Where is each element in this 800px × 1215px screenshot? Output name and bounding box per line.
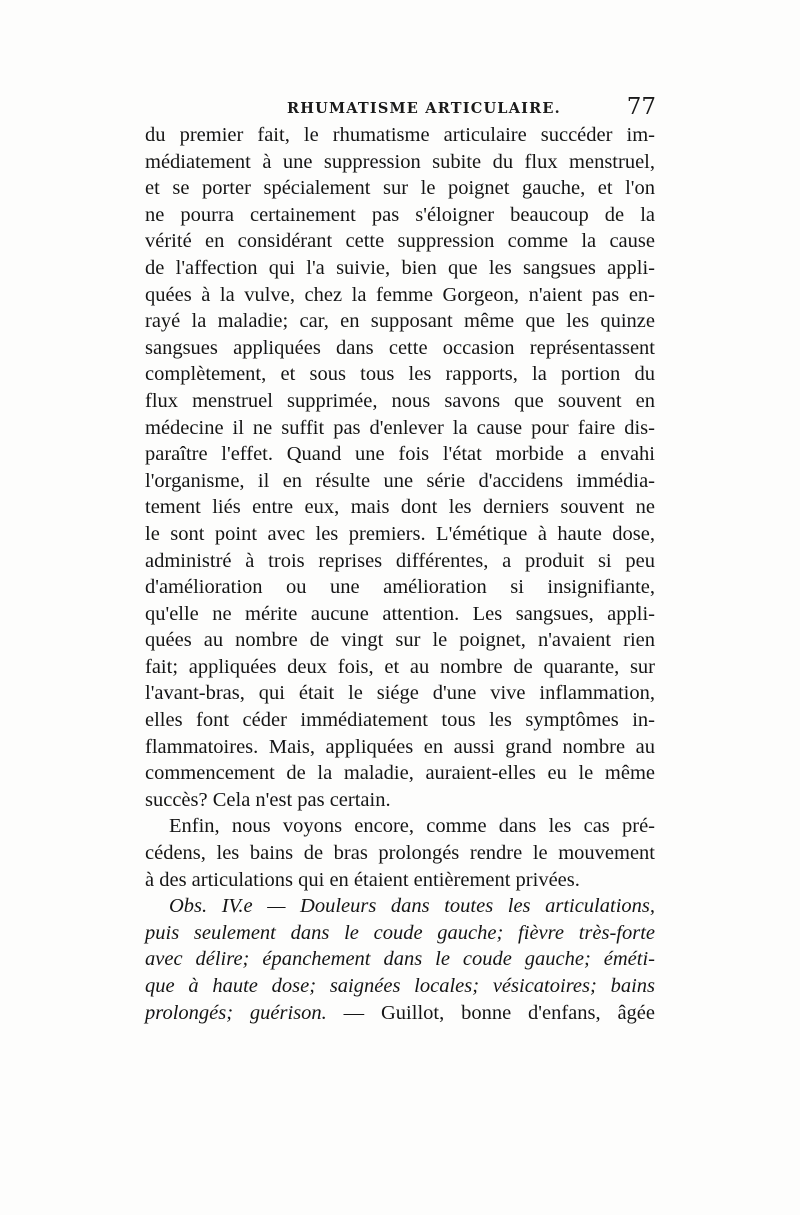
text-line: d'amélioration ou une amélioration si insignifiante, <box>145 576 655 599</box>
text-line: et se porter spécialement sur le poignet gauche, et l'on <box>145 177 655 200</box>
text-line-mixed <box>145 1000 655 1027</box>
text-line: elles font céder immédiatement tous les symptômes in- <box>145 709 655 732</box>
text-line: le sont point avec les premiers. L'émétique à haute dose, <box>145 522 655 545</box>
text-line: succès? Cela n'est pas certain. <box>145 788 391 811</box>
text-line: paraître l'effet. Quand une fois l'état morbide a envahi <box>145 443 655 466</box>
running-title: RHUMATISME ARTICULAIRE. <box>287 100 561 117</box>
text-line: quées à la vulve, chez la femme Gorgeon, n'aient pas en- <box>145 283 655 306</box>
text-line: fait; appliquées deux fois, et au nombre de quarante, sur <box>145 655 655 678</box>
body-text <box>145 122 655 1026</box>
text-line: sangsues appliquées dans cette occasion représentassent <box>145 336 655 359</box>
text-line: Obs. IV.e — Douleurs dans toutes les articulations, <box>169 895 655 918</box>
text-line: médiatement à une suppression subite du flux menstruel, <box>145 150 655 173</box>
page-number: 77 <box>626 94 656 120</box>
text-line: commencement de la maladie, auraient-elles eu le même <box>145 762 655 785</box>
text-line: à des articulations qui en étaient entièrement privées. <box>145 868 580 891</box>
text-line: l'avant-bras, qui était le siége d'une vive inflammation, <box>145 682 655 705</box>
page-header <box>145 96 660 124</box>
text-line: administré à trois reprises différentes, a produit si peu <box>145 549 655 572</box>
text-line: du premier fait, le rhumatisme articulaire succéder im- <box>145 124 655 146</box>
text-line: de l'affection qui l'a suivie, bien que les sangsues appli- <box>145 256 655 279</box>
text-line: rayé la maladie; car, en supposant même que les quinze <box>145 310 655 333</box>
text-line: puis seulement dans le coude gauche; fièvre très-forte <box>145 921 655 944</box>
text-line: que à haute dose; saignées locales; vésicatoires; bains <box>145 975 655 997</box>
text-line: tement liés entre eux, mais dont les derniers souvent ne <box>145 496 655 519</box>
text-line: médecine il ne suffit pas d'enlever la cause pour faire dis- <box>145 416 655 439</box>
text-line: l'organisme, il en résulte une série d'accidens immédia- <box>145 469 655 492</box>
text-line: quées au nombre de vingt sur le poignet, n'avaient rien <box>145 629 655 652</box>
text-line: ne pourra certainement pas s'éloigner beaucoup de la <box>145 203 655 226</box>
text-line: qu'elle ne mérite aucune attention. Les sangsues, appli- <box>145 602 655 625</box>
text-line: flux menstruel supprimée, nous savons que souvent en <box>145 389 655 412</box>
text-line: cédens, les bains de bras prolongés rendre le mouvement <box>145 842 655 865</box>
observation-heading-end: prolongés; guérison. <box>145 1001 327 1024</box>
observation-text-start: — Guillot, bonne d'enfans, âgée <box>343 1001 655 1024</box>
text-line: complètement, et sous tous les rapports, la portion du <box>145 363 655 386</box>
text-line: Enfin, nous voyons encore, comme dans les cas pré- <box>169 815 655 838</box>
text-line: avec délire; épanchement dans le coude gauche; éméti- <box>145 948 655 971</box>
text-line: vérité en considérant cette suppression comme la cause <box>145 230 655 253</box>
text-line: flammatoires. Mais, appliquées en aussi grand nombre au <box>145 735 655 758</box>
